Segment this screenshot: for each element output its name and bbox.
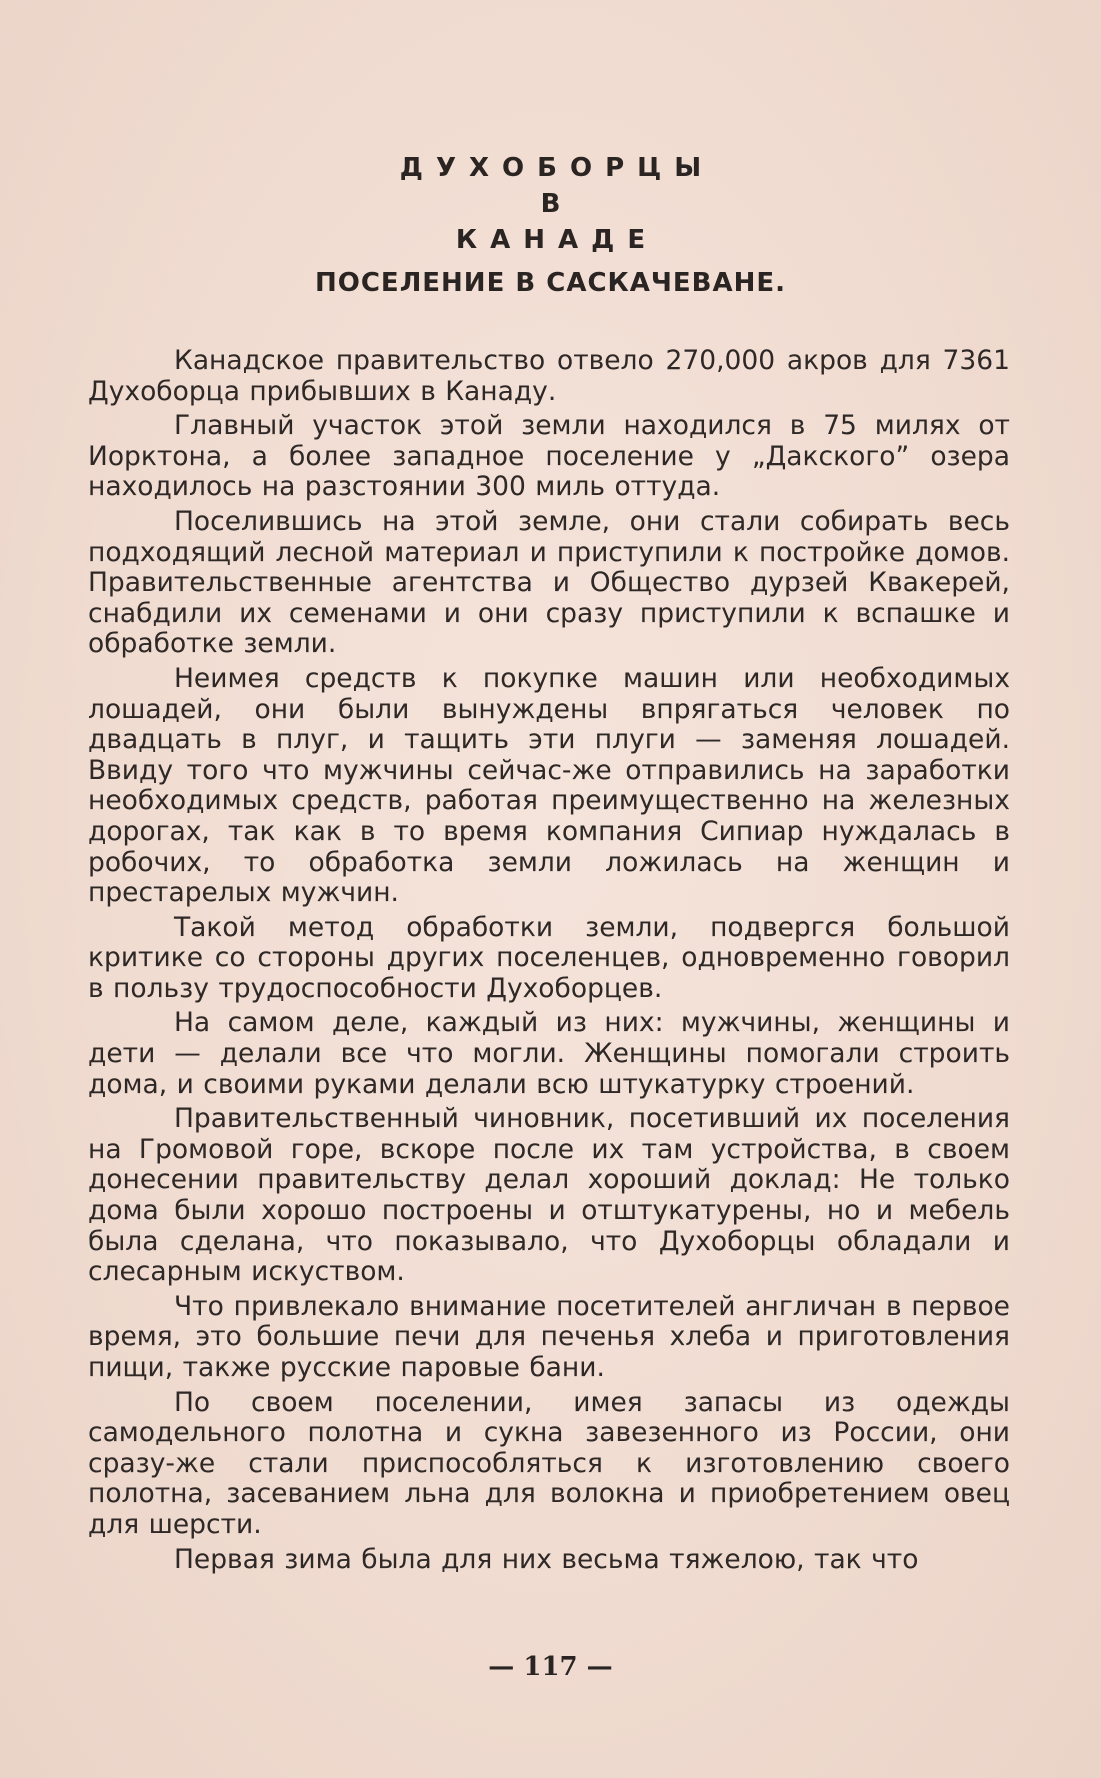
paragraph: Такой метод обработки земли, подвергся большой критике со стороны других поселенцев, одновременно говорил в пользу трудоспособности Духоборцев. [88,911,1010,1004]
paragraph: На самом деле, каждый из них: мужчины, женщины и дети — делали все что могли. Женщины помогали строить дома, и своими руками делали всю штукатурку строений. [88,1007,1010,1100]
paragraph: Канадское правительство отвело 270,000 акров для 7361 Духоборца прибывших в Канаду. [88,345,1010,407]
paragraph: Что привлекало внимание посетителей англичан в первое время, это большие печи для печенья хлеба и приготовления пищи, также русские паровые бани. [88,1290,1010,1383]
page-number: — 117 — [488,1652,613,1682]
paragraph: Правительственный чиновник, посетивший их поселения на Громовой горе, вскоре после их там устройства, в своем донесении правительству делал хороший доклад: Не только дома были хорошо построены и отштукатурены, но и мебель была сделана, что показывало, что Духоборцы обладали и слесарным искуством. [88,1103,1010,1288]
paragraph: Поселившись на этой земле, они стали собирать весь подходящий лесной материал и приступили к постройке домов. Правительственные агентства и Общество дурзей Квакерей, снабдили их семенами и они сразу приступили к вспашке и обработке земли. [88,505,1010,660]
paragraph: Главный участок этой земли находился в 75 милях от Иорктона, а более западное поселение у „Дакского” озера находилось на разстоянии 300 миль оттуда. [88,410,1010,503]
chapter-heading [0,150,1101,302]
paragraph: Неимея средств к покупке машин или необходимых лошадей, они были вынуждены впрягаться человек по двадцать в плуг, и тащить эти плуги — заменяя лошадей. Ввиду того что мужчины сейчас-же отправились на заработки необходимых средств, работая преимущественно на железных дорогах, так как в то время компания Сипиар нуждалась в робочих, то обработка земли ложилась на женщин и престарелых мужчин. [88,662,1010,909]
title-line-1: ДУХОБОРЦЫ [399,153,715,183]
body-text [88,346,1010,1579]
section-subtitle: ПОСЕЛЕНИЕ В САСКАЧЕВАНЕ. [314,268,787,298]
title-line-2: В [540,189,574,219]
title-line-3: КАНАДЕ [455,225,659,255]
paragraph: Первая зима была для них весьма тяжелою, так что [174,1543,919,1575]
paragraph: По своем поселении, имея запасы из одежды самодельного полотна и сукна завезенного из России, они сразу-же стали приспособляться к изготовлению своего полотна, засеванием льна для волокна и приобретением овец для шерсти. [88,1386,1010,1540]
